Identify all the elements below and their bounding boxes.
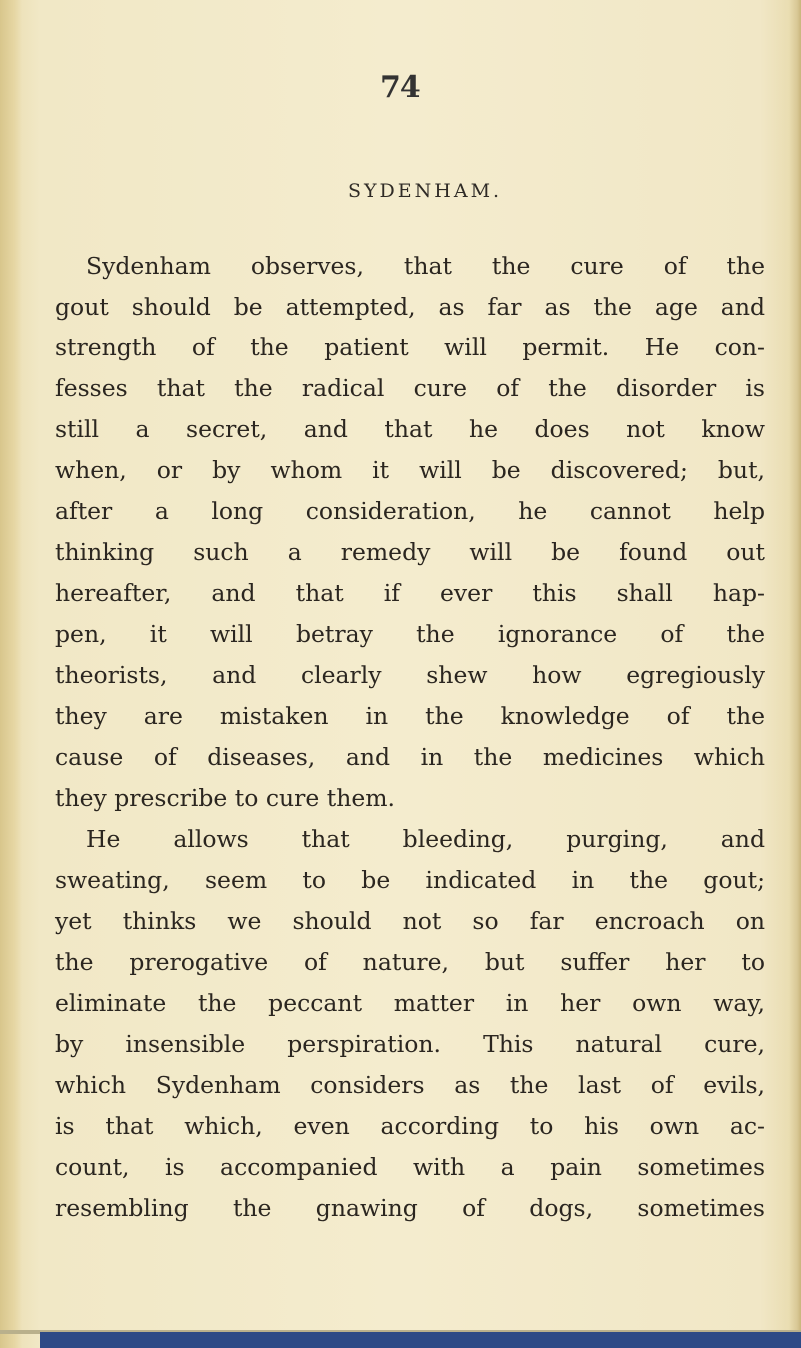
text-line: is that which, even according to his own ac-: [55, 1112, 765, 1140]
text-line: by insensible perspiration. This natural cure,: [55, 1030, 765, 1058]
text-line: strength of the patient will permit. He con-: [55, 333, 765, 361]
text-line: count, is accompanied with a pain sometimes: [55, 1153, 765, 1181]
text-line: hereafter, and that if ever this shall hap-: [55, 579, 765, 607]
text-line: cause of diseases, and in the medicines which: [55, 743, 765, 771]
text-line: still a secret, and that he does not know: [55, 415, 765, 443]
text-line: theorists, and clearly shew how egregiously: [55, 661, 765, 689]
text-line: after a long consideration, he cannot help: [55, 497, 765, 525]
text-line: Sydenham observes, that the cure of the: [86, 252, 765, 280]
text-line: which Sydenham considers as the last of evils,: [55, 1071, 765, 1099]
text-line: eliminate the peccant matter in her own way,: [55, 989, 765, 1017]
text-line: they are mistaken in the knowledge of the: [55, 702, 765, 730]
text-line: gout should be attempted, as far as the age and: [55, 293, 765, 321]
text-line: yet thinks we should not so far encroach on: [55, 907, 765, 935]
text-line: the prerogative of nature, but suffer her to: [55, 948, 765, 976]
running-head: SYDENHAM.: [348, 180, 503, 202]
text-line: fesses that the radical cure of the disorder is: [55, 374, 765, 402]
text-line: thinking such a remedy will be found out: [55, 538, 765, 566]
text-line: pen, it will betray the ignorance of the: [55, 620, 765, 648]
text-line: sweating, seem to be indicated in the gout;: [55, 866, 765, 894]
text-line: He allows that bleeding, purging, and: [86, 825, 765, 853]
text-line: they prescribe to cure them.: [55, 784, 396, 812]
text-line: when, or by whom it will be discovered; but,: [55, 456, 765, 484]
page-number: 74: [380, 70, 420, 105]
scan-bottom-band: [40, 1332, 801, 1348]
text-line: resembling the gnawing of dogs, sometimes: [55, 1194, 765, 1222]
